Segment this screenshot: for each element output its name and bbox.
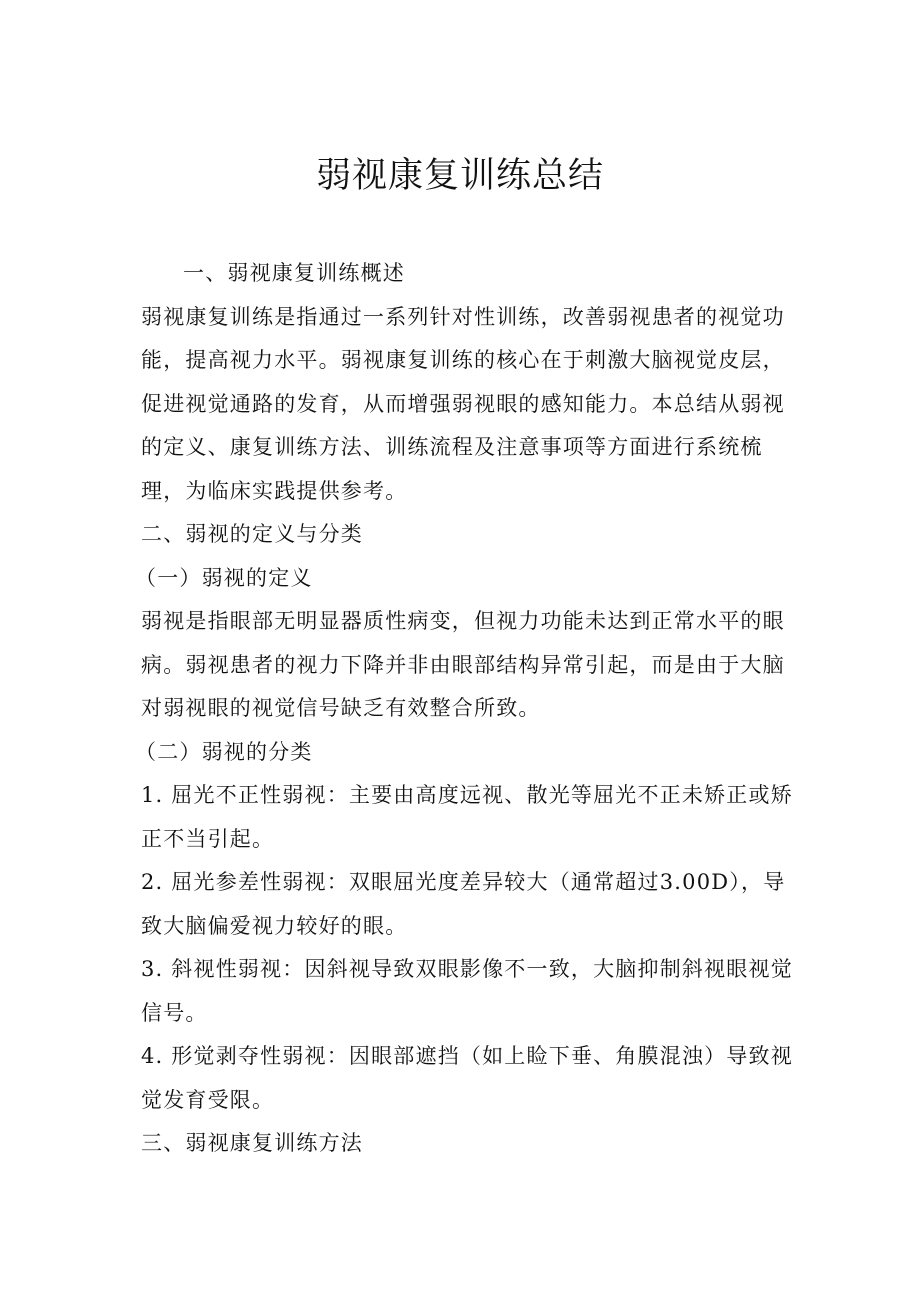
paragraph-line: 的定义、康复训练方法、训练流程及注意事项等方面进行系统梳 bbox=[141, 435, 763, 459]
list-item-line: 3. 斜视性弱视：因斜视导致双眼影像不一致，大脑抑制斜视眼视觉 bbox=[141, 957, 793, 981]
list-item-line: 致大脑偏爱视力较好的眼。 bbox=[141, 913, 408, 938]
list-item-line: 2. 屈光参差性弱视：双眼屈光度差异较大（通常超过3.00D），导 bbox=[141, 870, 786, 894]
document-title: 弱视康复训练总结 bbox=[315, 156, 604, 196]
paragraph-line: 能，提高视力水平。弱视康复训练的核心在于刺激大脑视觉皮层， bbox=[141, 348, 785, 372]
paragraph-line: 弱视是指眼部无明显器质性病变，但视力功能未达到正常水平的眼 bbox=[141, 609, 785, 633]
section-heading-methods: 三、弱视康复训练方法 bbox=[141, 1131, 363, 1155]
list-item-line: 4. 形觉剥夺性弱视：因眼部遮挡（如上睑下垂、角膜混浊）导致视 bbox=[141, 1044, 793, 1068]
section-heading-definition-classification: 二、弱视的定义与分类 bbox=[141, 522, 363, 546]
paragraph-line: 促进视觉通路的发育，从而增强弱视眼的感知能力。本总结从弱视 bbox=[141, 391, 785, 416]
section-heading-overview: 一、弱视康复训练概述 bbox=[183, 261, 405, 285]
list-item-line: 正不当引起。 bbox=[141, 826, 275, 851]
list-item-line: 觉发育受限。 bbox=[141, 1087, 275, 1112]
list-item-line: 1. 屈光不正性弱视：主要由高度远视、散光等屈光不正未矫正或矫 bbox=[141, 783, 793, 807]
paragraph-line: 理，为临床实践提供参考。 bbox=[141, 478, 408, 503]
paragraph-line: 病。弱视患者的视力下降并非由眼部结构异常引起，而是由于大脑 bbox=[141, 652, 785, 677]
subsection-heading-definition: （一）弱视的定义 bbox=[135, 565, 313, 590]
document-body bbox=[135, 252, 793, 1166]
paragraph-line: 对弱视眼的视觉信号缺乏有效整合所致。 bbox=[141, 696, 541, 720]
list-item-line: 信号。 bbox=[141, 1000, 208, 1025]
subsection-heading-classification: （二）弱视的分类 bbox=[135, 739, 313, 764]
paragraph-line: 弱视康复训练是指通过一系列针对性训练，改善弱视患者的视觉功 bbox=[141, 304, 785, 329]
